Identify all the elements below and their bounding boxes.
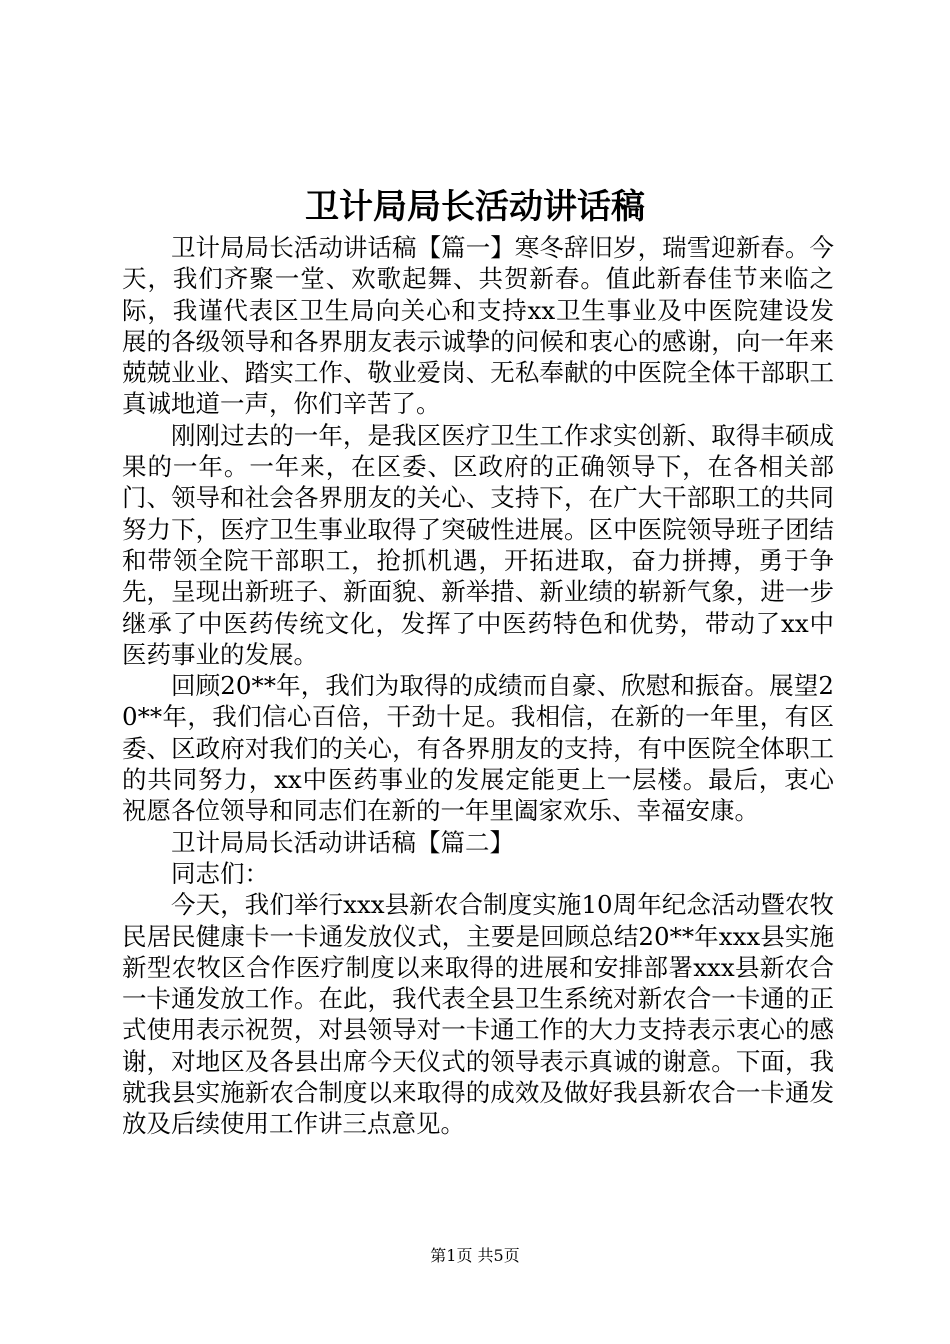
section-heading-part-two: 卫计局局长活动讲话稿【篇二】 [171, 827, 514, 857]
paragraph-3: 回顾20**年，我们为取得的成绩而自豪、欣慰和振奋。展望20**年，我们信心百倍，干劲十足。我相信，在新的一年里，有区委、区政府对我们的关心，有各界朋友的支持，有中医院全体职工的共同努力，xx中医药事业的发展定能更上一层楼。最后，衷心祝愿各位领导和同志们在新的一年里阖家欢乐、幸福安康。 [122, 671, 834, 826]
document-body [122, 232, 834, 1140]
document-title: 卫计局局长活动讲话稿 [305, 187, 645, 227]
salutation: 同志们： [171, 858, 269, 888]
paragraph-4: 今天，我们举行xxx县新农合制度实施10周年纪念活动暨农牧民居民健康卡一卡通发放仪式，主要是回顾总结20**年xxx县实施新型农牧区合作医疗制度以来取得的进展和安排部署xxx县新农合一卡通发放工作。在此，我代表全县卫生系统对新农合一卡通的正式使用表示祝贺，对县领导对一卡通工作的大力支持表示衷心的感谢，对地区及各县出席今天仪式的领导表示真诚的谢意。下面，我就我县实施新农合制度以来取得的成效及做好我县新农合一卡通发放及后续使用工作讲三点意见。 [122, 890, 834, 1139]
paragraph-2: 刚刚过去的一年，是我区医疗卫生工作求实创新、取得丰硕成果的一年。一年来，在区委、区政府的正确领导下，在各相关部门、领导和社会各界朋友的关心、支持下，在广大干部职工的共同努力下，医疗卫生事业取得了突破性进展。区中医院领导班子团结和带领全院干部职工，抢抓机遇，开拓进取，奋力拼搏，勇于争先，呈现出新班子、新面貌、新举措、新业绩的崭新气象，进一步继承了中医药传统文化，发挥了中医药特色和优势，带动了xx中医药事业的发展。 [122, 420, 834, 669]
page-number-footer: 第1页 共5页 [430, 1246, 520, 1265]
paragraph-1: 卫计局局长活动讲话稿【篇一】寒冬辞旧岁，瑞雪迎新春。今天，我们齐聚一堂、欢歌起舞、共贺新春。值此新春佳节来临之际，我谨代表区卫生局向关心和支持xx卫生事业及中医院建设发展的各级领导和各界朋友表示诚挚的问候和衷心的感谢，向一年来兢兢业业、踏实工作、敬业爱岗、无私奉献的中医院全体干部职工真诚地道一声，你们辛苦了。 [122, 233, 834, 419]
